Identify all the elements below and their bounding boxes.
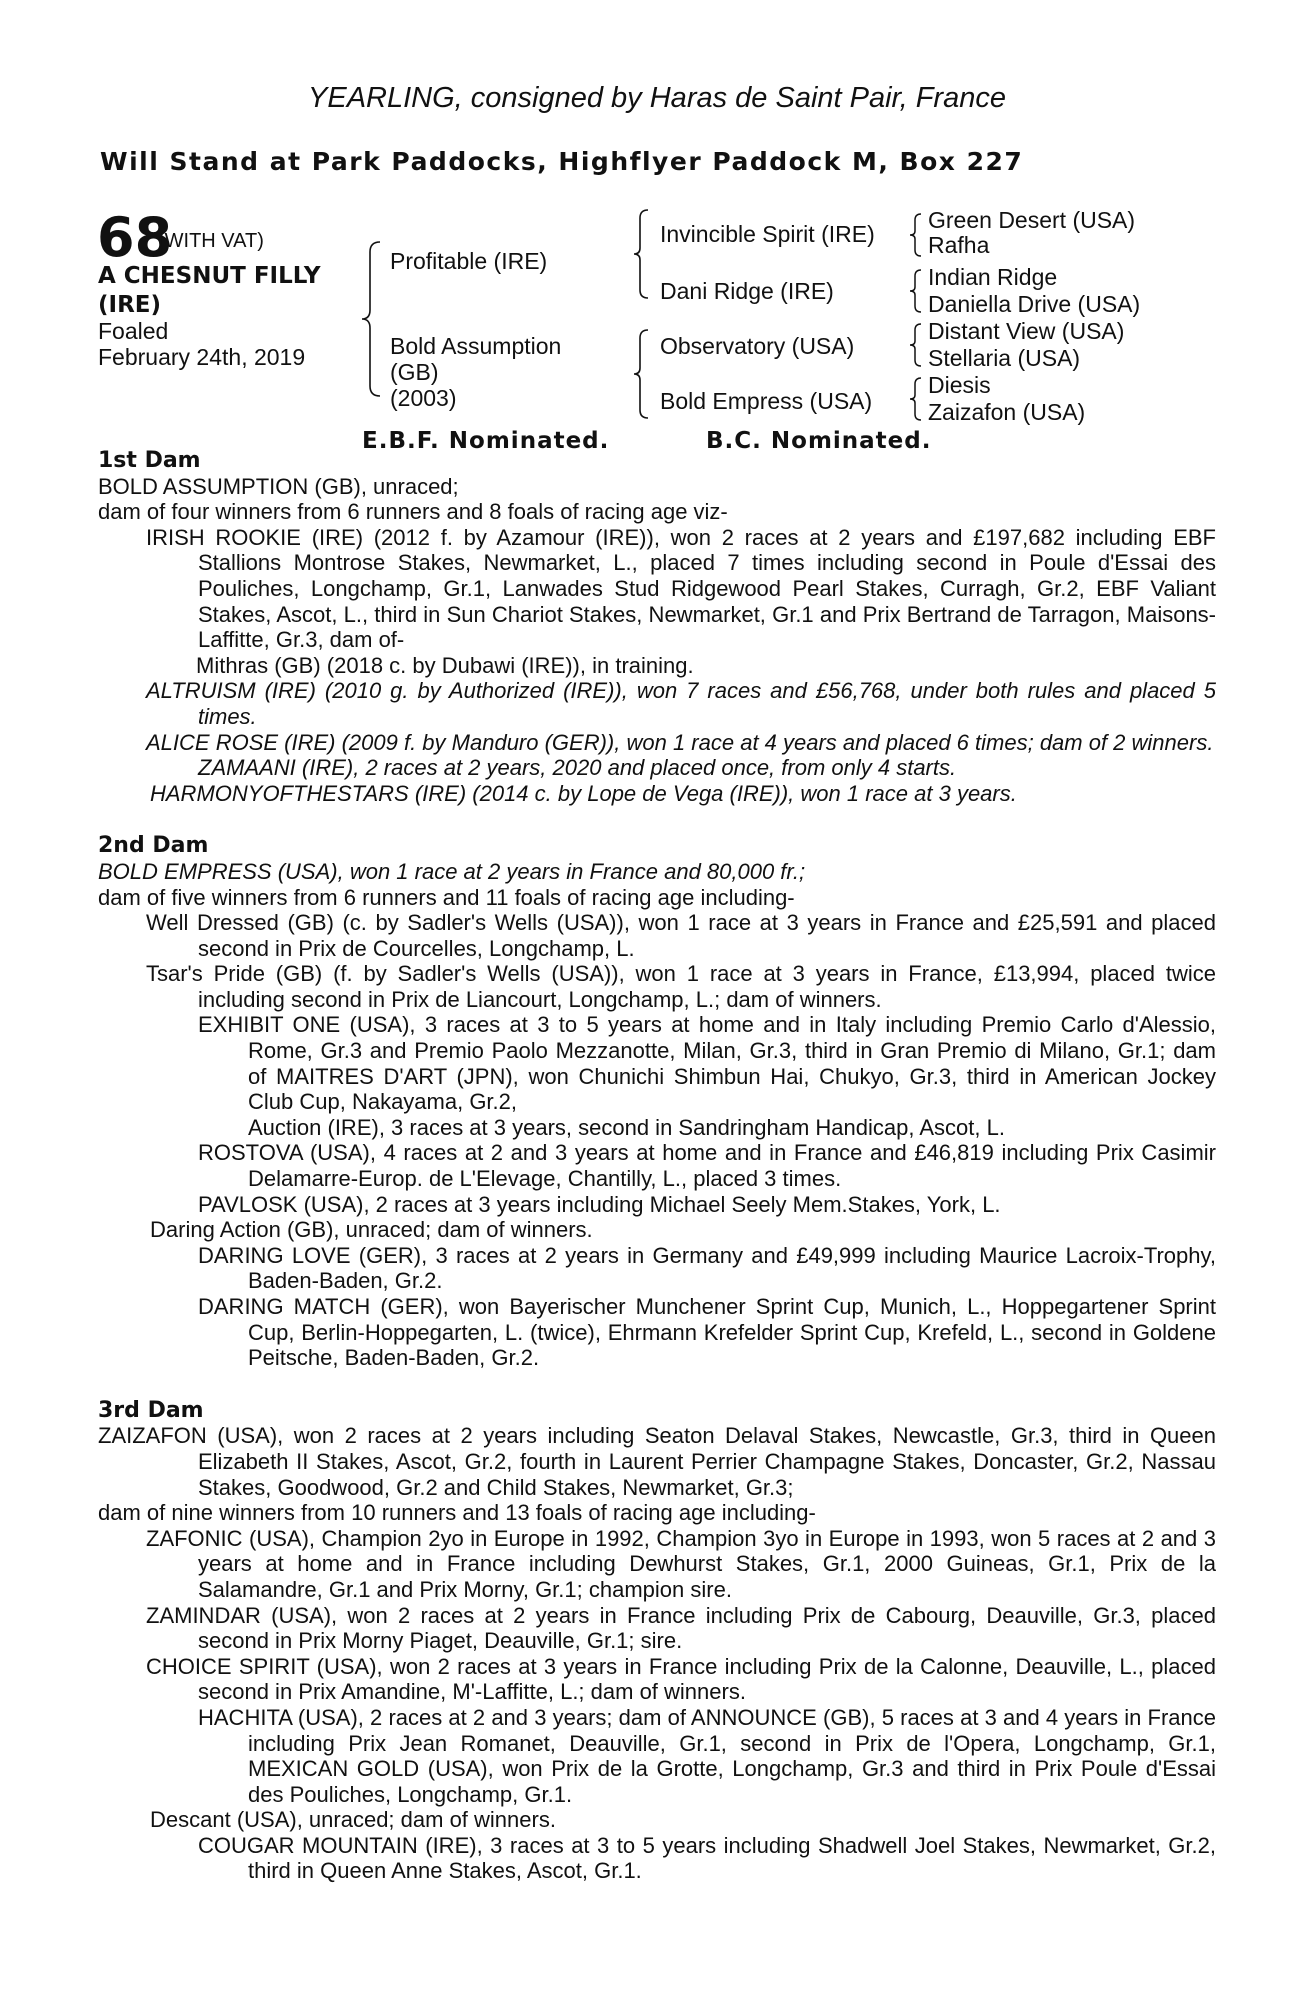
foaled-label: Foaled	[98, 318, 169, 344]
pedigree-ancestor: Daniella Drive (USA)	[928, 291, 1141, 317]
produce-entry: ZAMINDAR (USA), won 2 races at 2 years in France including Prix de Cabourg, Deauville, Gr.3, placed second in Prix Morny Piaget, Deauville, Gr.1; sire.	[146, 1602, 1216, 1654]
pedigree-brace-main	[360, 240, 384, 398]
produce-entry: COUGAR MOUNTAIN (IRE), 3 races at 3 to 5 years including Shadwell Joel Stakes, Newmarket, Gr.2, third in Queen Anne Stakes, Ascot, Gr.1.	[198, 1832, 1216, 1884]
produce-entry: ROSTOVA (USA), 4 races at 2 and 3 years at home and in France and £46,819 including Prix Casimir Delamarre-Europ. de L'Elevage, Chantilly, L., placed 3 times.	[198, 1140, 1216, 1192]
produce-entry: ZAMAANI (IRE), 2 races at 2 years, 2020 and placed once, from only 4 starts.	[198, 755, 957, 781]
produce-entry: IRISH ROOKIE (IRE) (2012 f. by Azamour (IRE)), won 2 races at 2 years and £197,682 including EBF Stallions Montrose Stakes, Newmarket, L., placed 7 times including second in Poule d'Essai des Pouliches, Longchamp, Gr.1, Lanwades Stud Ridgewood Pearl Stakes, Curragh, Gr.2, EBF Valiant Stakes, Ascot, L., third in Sun Chariot Stakes, Newmarket, Gr.1 and Prix Bertrand de Tarragon, Maisons-Laffitte, Gr.3, dam of-	[146, 524, 1216, 653]
foaled-date: February 24th, 2019	[98, 344, 306, 370]
foaled-info	[98, 318, 305, 370]
dam-record	[98, 448, 1216, 1884]
produce-entry: Descant (USA), unraced; dam of winners.	[150, 1807, 556, 1833]
dam-entry: BOLD EMPRESS (USA), won 1 race at 2 years in France and 80,000 fr.;	[98, 858, 806, 884]
pedigree-sire-sire: Invincible Spirit (IRE)	[660, 221, 875, 247]
lot-description-line: (IRE)	[98, 292, 162, 318]
pedigree-ancestor: Distant View (USA)	[928, 318, 1125, 344]
dam-entry: BOLD ASSUMPTION (GB), unraced;	[98, 473, 459, 499]
pedigree-ancestor: Stellaria (USA)	[928, 345, 1081, 371]
produce-entry: Well Dressed (GB) (c. by Sadler's Wells (USA)), won 1 race at 3 years in France and £25,591 and placed second in Prix de Courcelles, Longchamp, L.	[146, 910, 1216, 961]
produce-entry: CHOICE SPIRIT (USA), won 2 races at 3 years in France including Prix de la Calonne, Deauville, L., placed second in Prix Amandine, M'-Laffitte, L.; dam of winners.	[146, 1653, 1216, 1705]
produce-entry: Mithras (GB) (2018 c. by Dubawi (IRE)), in training.	[196, 652, 694, 678]
consignment-line: YEARLING, consigned by Haras de Saint Pair, France	[308, 82, 1006, 114]
pedigree-sire-dam: Dani Ridge (IRE)	[660, 278, 834, 304]
produce-entry: DARING LOVE (GER), 3 races at 2 years in Germany and £49,999 including Maurice Lacroix-Trophy, Baden-Baden, Gr.2.	[198, 1242, 1216, 1294]
ebf-nominated: E.B.F. Nominated.	[362, 428, 610, 454]
produce-entry: Auction (IRE), 3 races at 3 years, second in Sandringham Handicap, Ascot, L.	[248, 1114, 1005, 1140]
second-dam-heading: 2nd Dam	[98, 833, 209, 859]
third-dam-heading: 3rd Dam	[98, 1397, 204, 1423]
produce-entry: ALTRUISM (IRE) (2010 g. by Authorized (IRE)), won 7 races and £56,768, under both rules and placed 5 times.	[146, 678, 1216, 729]
produce-entry: EXHIBIT ONE (USA), 3 races at 3 to 5 years at home and in Italy including Premio Carlo d'Alessio, Rome, Gr.3 and Premio Paolo Mezzanotte, Milan, Gr.3, third in Gran Premio di Milano, Gr.1; dam of MAITRES D'ART (JPN), won Chunichi Shimbun Hai, Chukyo, Gr.3, third in American Jockey Club Cup, Nakayama, Gr.2,	[198, 1012, 1216, 1115]
pedigree-dam	[390, 333, 561, 411]
produce-entry: HACHITA (USA), 2 races at 2 and 3 years; dam of ANNOUNCE (GB), 5 races at 3 and 4 years in France including Prix Jean Romanet, Deauville, Gr.1, second in Prix de l'Opera, Longchamp, Gr.1, MEXICAN GOLD (USA), won Prix de la Grotte, Longchamp, Gr.3 and third in Prix Poule d'Essai des Pouliches, Longchamp, Gr.1.	[198, 1704, 1216, 1807]
lot-description	[98, 262, 321, 320]
pedigree-ancestor: Zaizafon (USA)	[928, 399, 1086, 425]
produce-entry: DARING MATCH (GER), won Bayerischer Munchener Sprint Cup, Munich, L., Hoppegartener Sprint Cup, Berlin-Hoppegarten, L. (twice), Ehrmann Krefelder Sprint Cup, Krefeld, L., second in Goldene Peitsche, Baden-Baden, Gr.2.	[198, 1294, 1216, 1371]
produce-entry: HARMONYOFTHESTARS (IRE) (2014 c. by Lope de Vega (IRE)), won 1 race at 3 years.	[150, 780, 1017, 806]
pedigree-brace-g4	[908, 376, 924, 422]
pedigree-dam-line: (GB)	[390, 359, 439, 385]
stand-location: Will Stand at Park Paddocks, Highflyer Paddock M, Box 227	[100, 147, 1024, 176]
pedigree-dam-line: Bold Assumption	[390, 333, 562, 359]
pedigree-brace-g1	[908, 212, 924, 258]
dam-produce-summary: dam of four winners from 6 runners and 8 foals of racing age viz-	[98, 499, 728, 525]
produce-entry: PAVLOSK (USA), 2 races at 3 years including Michael Seely Mem.Stakes, York, L.	[198, 1191, 1001, 1217]
pedigree-brace-sire	[632, 208, 652, 300]
dam-produce-summary: dam of five winners from 6 runners and 11 foals of racing age including-	[98, 884, 795, 910]
lot-number: 68	[97, 206, 173, 269]
pedigree-brace-g2	[908, 268, 924, 314]
produce-entry: Tsar's Pride (GB) (f. by Sadler's Wells (USA)), won 1 race at 3 years in France, £13,994, placed twice including second in Prix de Liancourt, Longchamp, L.; dam of winners.	[146, 961, 1216, 1012]
pedigree-ancestor: Diesis	[928, 372, 991, 398]
produce-entry: ZAFONIC (USA), Champion 2yo in Europe in 1992, Champion 3yo in Europe in 1993, won 5 races at 2 and 3 years at home and in France including Dewhurst Stakes, Gr.1, 2000 Guineas, Gr.1, Prix de la Salamandre, Gr.1 and Prix Morny, Gr.1; champion sire.	[146, 1525, 1216, 1602]
pedigree-brace-dam	[632, 328, 652, 420]
dam-produce-summary: dam of nine winners from 10 runners and 13 foals of racing age including-	[98, 1500, 816, 1526]
bc-nominated: B.C. Nominated.	[706, 428, 932, 454]
first-dam-heading: 1st Dam	[98, 448, 201, 473]
dam-entry: ZAIZAFON (USA), won 2 races at 2 years including Seaton Delaval Stakes, Newcastle, Gr.3, third in Queen Elizabeth II Stakes, Ascot, Gr.2, fourth in Laurent Perrier Champagne Stakes, Doncaster, Gr.2, Nassau Stakes, Goodwood, Gr.2 and Child Stakes, Newmarket, Gr.3;	[98, 1423, 1216, 1500]
pedigree-ancestor: Indian Ridge	[928, 264, 1058, 290]
pedigree-dam-line: (2003)	[390, 385, 457, 411]
vat-note: (WITH VAT)	[158, 230, 264, 252]
produce-entry: ALICE ROSE (IRE) (2009 f. by Manduro (GER)), won 1 race at 4 years and placed 6 times; dam of 2 winners.	[146, 729, 1214, 755]
pedigree-ancestor: Green Desert (USA)	[928, 207, 1136, 233]
pedigree-ancestor: Rafha	[928, 232, 990, 258]
pedigree-brace-g3	[908, 322, 924, 368]
pedigree-dam-dam: Bold Empress (USA)	[660, 388, 873, 414]
lot-description-line: A CHESNUT FILLY	[98, 263, 321, 289]
pedigree-dam-sire: Observatory (USA)	[660, 333, 855, 359]
produce-entry: Daring Action (GB), unraced; dam of winners.	[150, 1217, 593, 1243]
pedigree-sire: Profitable (IRE)	[390, 248, 548, 274]
